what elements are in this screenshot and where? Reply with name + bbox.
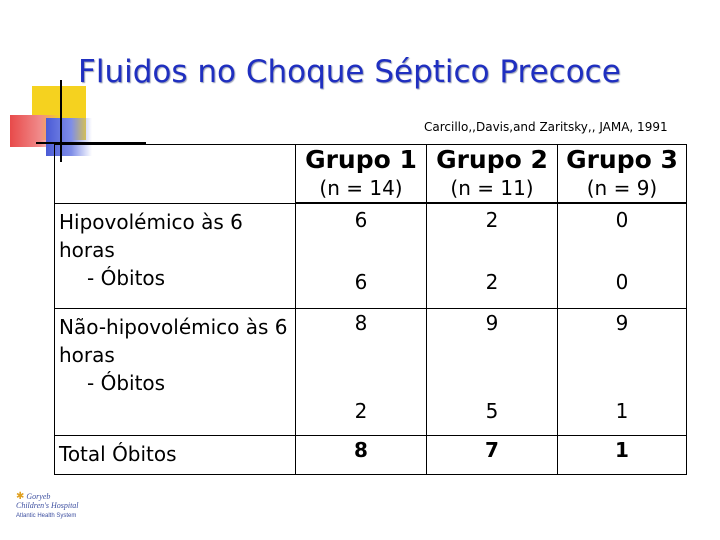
results-table	[54, 144, 687, 475]
cell	[558, 436, 687, 475]
table-row	[55, 309, 687, 436]
logo-line-2: Children's Hospital	[16, 501, 79, 510]
cell-sub-value: 0	[615, 270, 629, 294]
table-row	[55, 436, 687, 475]
cell	[558, 204, 687, 309]
cell	[296, 204, 427, 309]
row-label: Total Óbitos	[59, 442, 177, 466]
logo-line-3: Atlantic Health System	[16, 513, 77, 519]
table-row	[55, 204, 687, 309]
header-group-1	[296, 145, 427, 203]
cell-sub-value: 5	[485, 399, 499, 423]
cell-sub-value: 1	[615, 399, 629, 423]
citation: Carcillo,,Davis,and Zaritsky,, JAMA, 1991	[424, 120, 668, 134]
cell-value: 8	[354, 311, 368, 335]
cell-sub-value: 6	[354, 270, 368, 294]
table-row	[55, 145, 687, 203]
group-2-n: (n = 11)	[450, 176, 534, 200]
cell-sub-value: 2	[354, 399, 368, 423]
cell	[427, 436, 558, 475]
cell-value: 1	[615, 438, 629, 462]
logo-line-1: Goryeb	[26, 492, 51, 501]
group-1-title: Grupo 1	[305, 145, 417, 174]
header-group-3	[558, 145, 687, 203]
group-1-n: (n = 14)	[319, 176, 403, 200]
cell-value: 2	[485, 208, 499, 232]
row-label: Hipovolémico às 6 horas	[59, 210, 243, 262]
hospital-logo	[16, 492, 98, 521]
group-3-n: (n = 9)	[586, 176, 658, 200]
header-group-2	[427, 145, 558, 203]
row-sub-label: - Óbitos	[87, 266, 166, 290]
row-label-total	[55, 436, 296, 475]
cell-value: 8	[354, 438, 368, 462]
cell-value: 0	[615, 208, 629, 232]
cell	[427, 309, 558, 436]
cell	[427, 204, 558, 309]
cell	[296, 436, 427, 475]
slide-title: Fluidos no Choque Séptico Precoce	[78, 54, 621, 90]
cell-value: 7	[485, 438, 499, 462]
logo-star-icon: ✱	[16, 491, 25, 502]
row-sub-label: - Óbitos	[87, 371, 166, 395]
row-label-hipovolemico	[55, 204, 296, 309]
cell	[558, 309, 687, 436]
cell-value: 9	[615, 311, 629, 335]
cell-value: 6	[354, 208, 368, 232]
row-label: Não-hipovolémico às 6 horas	[59, 315, 288, 367]
cell-value: 9	[485, 311, 499, 335]
group-2-title: Grupo 2	[436, 145, 548, 174]
header-empty-cell	[55, 145, 296, 204]
row-label-nao-hipovolemico	[55, 309, 296, 436]
cell-sub-value: 2	[485, 270, 499, 294]
cell	[296, 309, 427, 436]
group-3-title: Grupo 3	[566, 145, 678, 174]
